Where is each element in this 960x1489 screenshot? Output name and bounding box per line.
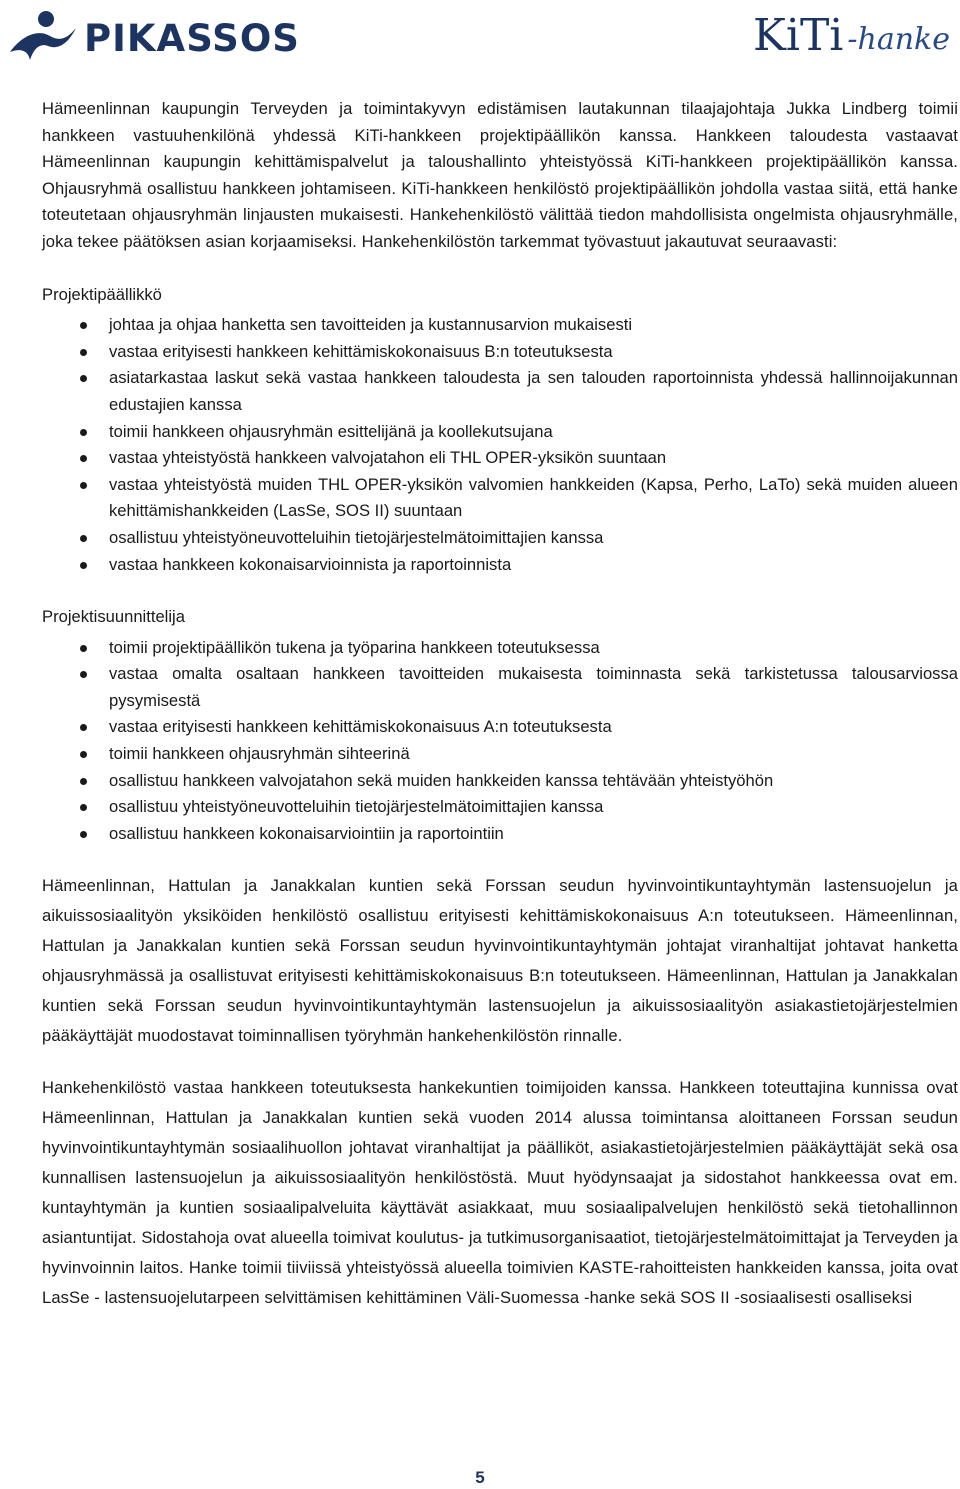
- list-item: asiatarkastaa laskut sekä vastaa hankkeen taloudesta ja sen talouden raportoinnista yhdessä hallinnoijakunnan edustajien kanssa: [42, 365, 958, 418]
- implementation-paragraph: Hankehenkilöstö vastaa hankkeen toteutuksesta hankekuntien toimijoiden kanssa. Hankkeen toteuttajina kunnissa ovat Hämeenlinnan, Hattulan ja Janakkalan kuntien sekä vuoden 2014 alussa toimintansa aloittaneen Forssan seudun hyvinvointikuntayhtymän sosiaalihuollon johtavat viranhaltijat ja päälliköt, asiakastietojärjestelmien pääkäyttäjät sekä osa kunnallisen lastensuojelun ja aikuissosiaalityön henkilöstöstä. Muut hyödynsaajat ja sidostahot hankkeessa ovat em. kuntayhtymän ja kuntien sosiaalipalveluita käyttävät asiakkaat, muu sosiaalipalvelujen henkilöstö sekä tietohallinnon asiantuntijat. Sidostahoja ovat alueella toimivat koulutus- ja tutkimusorganisaatiot, tietojärjestelmätoimittajat ja Terveyden ja hyvinvoinnin laitos. Hanke toimii tiiviissä yhteistyössä alueella toimivien KASTE-rahoitteisten hankkeiden kanssa, joita ovat LasSe - lastensuojelutarpeen selvittämisen kehittäminen Väli-Suomessa -hanke sekä SOS II -sosiaalisesti osalliseksi: [42, 1078, 958, 1308]
- project-manager-duties: [42, 312, 958, 578]
- role-heading-project-manager: Projektipäällikkö: [42, 284, 162, 304]
- list-item: toimii hankkeen ohjausryhmän sihteerinä: [42, 741, 958, 768]
- role-heading-project-planner: Projektisuunnittelija: [42, 607, 185, 627]
- list-item: vastaa yhteistyöstä muiden THL OPER-yksikön valvomien hankkeiden (Kapsa, Perho, LaTo) sekä muiden alueen kehittämishankkeiden (LasSe, SOS II) suuntaan: [42, 472, 958, 525]
- kiti-logo-text: KiTi: [753, 10, 844, 61]
- list-item: vastaa erityisesti hankkeen kehittämiskokonaisuus B:n toteutuksesta: [42, 339, 958, 366]
- page-number: 5: [475, 1468, 485, 1487]
- list-item: vastaa omalta osaltaan hankkeen tavoitteiden mukaisesta toiminnasta sekä tarkistetussa talousarviossa pysymisestä: [42, 661, 958, 714]
- list-item: vastaa yhteistyöstä hankkeen valvojatahon eli THL OPER-yksikön suuntaan: [42, 445, 958, 472]
- list-item: vastaa hankkeen kokonaisarvioinnista ja raportoinnista: [42, 552, 958, 579]
- list-item: osallistuu hankkeen kokonaisarviointiin ja raportointiin: [42, 821, 958, 848]
- list-item: toimii projektipäällikön tukena ja työparina hankkeen toteutuksessa: [42, 635, 958, 662]
- kiti-hanke-logo: [753, 10, 950, 61]
- intro-paragraph: Hämeenlinnan kaupungin Terveyden ja toimintakyvyn edistämisen lautakunnan tilaajajohtaja Jukka Lindberg toimii hankkeen vastuuhenkilönä yhdessä KiTi-hankkeen projektipäällikön kanssa. Hankkeen taloudesta vastaavat Hämeenlinnan kaupungin kehittämispalvelut ja taloushallinto yhteistyössä KiTi-hankkeen projektipäällikön kanssa. Ohjausryhmä osallistuu hankkeen johtamiseen. KiTi-hankkeen henkilöstö projektipäällikön johdolla vastaa siitä, että hanke toteutetaan ohjausryhmän linjausten mukaisesti. Hankehenkilöstö välittää tiedon mahdollisista ongelmista ohjausryhmälle, joka tekee päätöksen asian korjaamiseksi. Hankehenkilöstön tarkemmat työvastuut jakautuvat seuraavasti:: [42, 99, 958, 251]
- list-item: johtaa ja ohjaa hanketta sen tavoitteiden ja kustannusarvion mukaisesti: [42, 312, 958, 339]
- municipalities-paragraph: Hämeenlinnan, Hattulan ja Janakkalan kuntien sekä Forssan seudun hyvinvointikuntayhtymän lastensuojelun ja aikuissosiaalityön yksiköiden henkilöstö osallistuu erityisesti kehittämiskokonaisuus A:n toteutukseen. Hämeenlinnan, Hattulan ja Janakkalan kuntien sekä Forssan seudun hyvinvointikuntayhtymän johtajat viranhaltijat johtavat hanketta ohjausryhmässä ja osallistuvat erityisesti kehittämiskokonaisuus B:n toteutukseen. Hämeenlinnan, Hattulan ja Janakkalan kuntien sekä Forssan seudun hyvinvointikuntayhtymän lastensuojelun ja aikuissosiaalityön asiakastietojärjestelmien pääkäyttäjät muodostavat toiminnallisen työryhmän hankehenkilöstön rinnalle.: [42, 876, 958, 1046]
- pikassos-logo: [6, 8, 300, 68]
- hanke-logo-text: -hanke: [847, 22, 950, 57]
- list-item: toimii hankkeen ohjausryhmän esittelijänä ja koollekutsujana: [42, 419, 958, 446]
- list-item: vastaa erityisesti hankkeen kehittämiskokonaisuus A:n toteutuksesta: [42, 714, 958, 741]
- page-header: [0, 0, 960, 80]
- list-item: osallistuu yhteistyöneuvotteluihin tietojärjestelmätoimittajien kanssa: [42, 525, 958, 552]
- pikassos-brand-text: PIKASSOS: [84, 16, 300, 60]
- pikassos-figure-icon: [6, 8, 78, 68]
- document-body: [42, 96, 958, 1313]
- list-item: osallistuu yhteistyöneuvotteluihin tietojärjestelmätoimittajien kanssa: [42, 794, 958, 821]
- project-planner-duties: [42, 635, 958, 848]
- list-item: osallistuu hankkeen valvojatahon sekä muiden hankkeiden kanssa tehtävään yhteistyöhön: [42, 768, 958, 795]
